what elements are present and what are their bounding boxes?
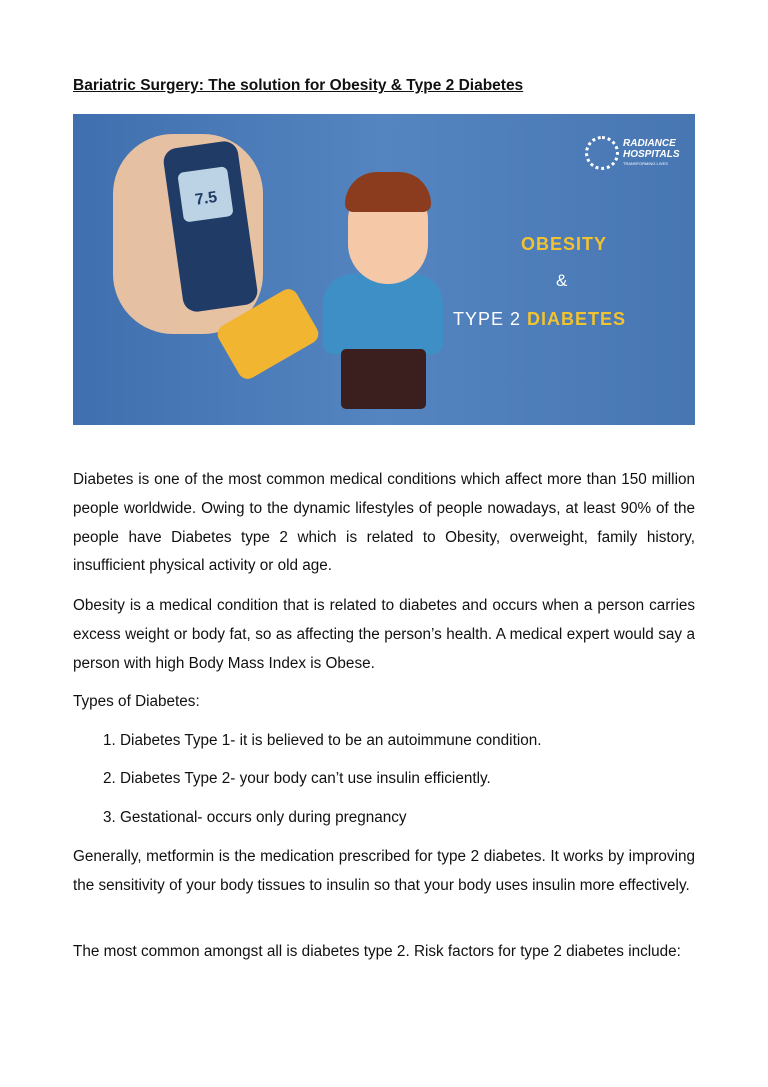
logo-tagline: TRANSFORMING LIVES [623, 161, 668, 166]
logo-name-1: RADIANCE [623, 138, 676, 149]
man-hair [345, 172, 431, 212]
paragraph: Generally, metformin is the medication prescribed for type 2 diabetes. It works by improving the sensitivity of your body tissues to insulin so that your body uses insulin more effectively. [73, 848, 695, 894]
list-item: 1. Diabetes Type 1- it is believed to be an autoimmune condition. [103, 732, 542, 749]
list-item: 2. Diabetes Type 2- your body can’t use insulin efficiently. [103, 770, 491, 787]
banner-diabetes: DIABETES [527, 309, 627, 329]
meter-reading: 7.5 [177, 166, 233, 222]
document-title: Bariatric Surgery: The solution for Obesity & Type 2 Diabetes [73, 77, 524, 94]
paragraph: Diabetes is one of the most common medical conditions which affect more than 150 million people worldwide. Owing to the dynamic lifestyles of people nowadays, at least 90% of the people have Diabetes type 2 which is related to Obesity, overweight, family history, insufficient physical activity or old age. [73, 471, 695, 575]
paragraph: Obesity is a medical condition that is related to diabetes and occurs when a person carries excess weight or body fat, so as affecting the person’s health. A medical expert would say a person with high Body Mass Index is Obese. [73, 597, 695, 672]
logo-sun-icon [585, 136, 619, 170]
man-pants [341, 349, 426, 409]
logo-name-2: HOSPITALS [623, 149, 680, 160]
list-item: 3. Gestational- occurs only during pregnancy [103, 809, 407, 826]
banner-ampersand: & [556, 271, 568, 290]
banner-type2: TYPE 2 DIABETES [453, 309, 627, 329]
paragraph: Types of Diabetes: [73, 693, 200, 710]
banner-obesity: OBESITY [521, 234, 608, 254]
man-shirt [323, 274, 443, 354]
banner-image [73, 114, 695, 425]
paragraph: The most common amongst all is diabetes type 2. Risk factors for type 2 diabetes include: [73, 943, 681, 960]
